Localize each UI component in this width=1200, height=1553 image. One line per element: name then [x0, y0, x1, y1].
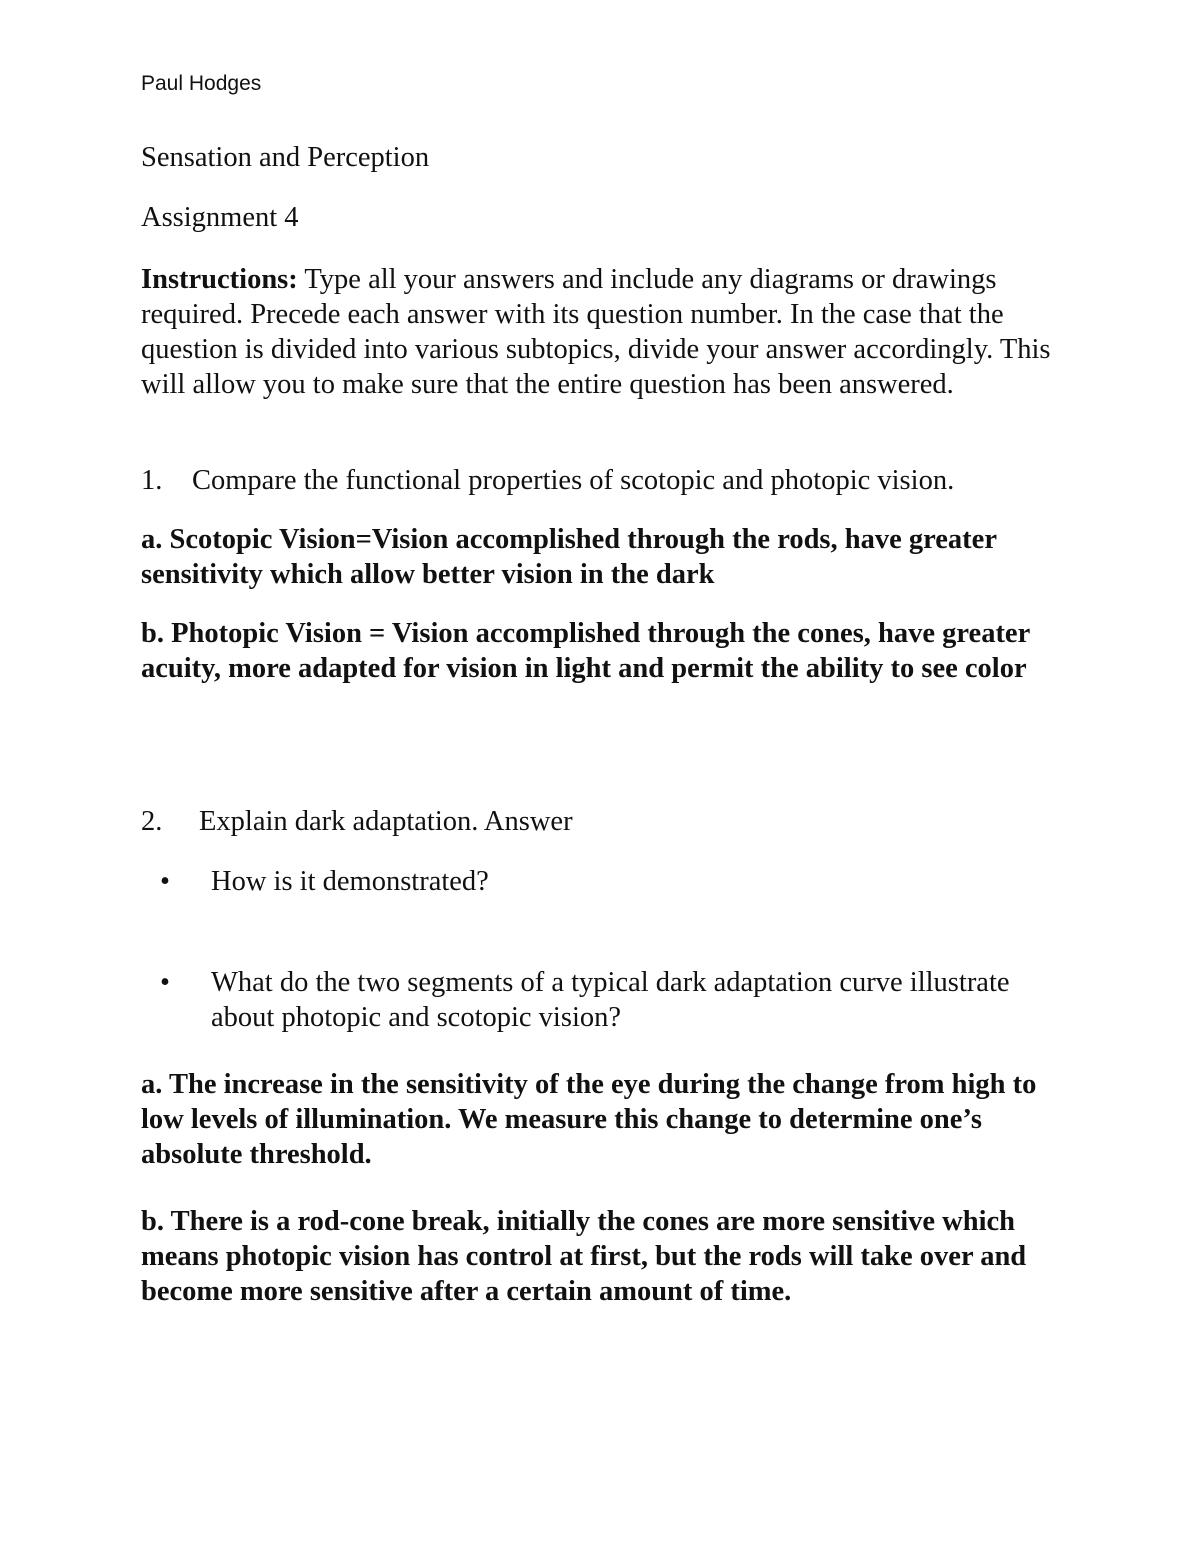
- author-name: Paul Hodges: [141, 72, 262, 95]
- question-1: [141, 463, 954, 498]
- question-2-bullet-2-text: What do the two segments of a typical dark adaptation curve illustrate about photopic and scotopic vision?: [211, 967, 1010, 1033]
- question-2-answer-a: a. The increase in the sensitivity of the eye during the change from high to low levels of illumination. We measure this change to determine one’s absolute threshold.: [141, 1069, 1037, 1170]
- question-1-text: Compare the functional properties of scotopic and photopic vision.: [192, 465, 955, 496]
- assignment-number: Assignment 4: [141, 202, 299, 233]
- question-2-number: 2.: [141, 806, 163, 837]
- bullet-icon: •: [160, 866, 170, 897]
- question-1-number: 1.: [141, 465, 163, 496]
- instructions-paragraph: [141, 262, 1066, 402]
- question-2-answer-b: b. There is a rod-cone break, initially the cones are more sensitive which means photopic vision has control at first, but the rods will take over and become more sensitive after a certain amount of time.: [141, 1206, 1027, 1307]
- document-title: Sensation and Perception: [141, 142, 430, 173]
- question-2-bullet-1-text: How is it demonstrated?: [211, 866, 489, 897]
- question-2: [141, 804, 573, 839]
- question-1-answer-a: a. Scotopic Vision=Vision accomplished through the rods, have greater sensitivity which allow better vision in the dark: [141, 524, 997, 590]
- bullet-icon: •: [160, 967, 170, 998]
- question-2-text: Explain dark adaptation. Answer: [199, 806, 573, 837]
- instructions-text: Type all your answers and include any diagrams or drawings required. Precede each answer with its question number. In the case that the question is divided into various subtopics, divide your answer accordingly. This will allow you to make sure that the entire question has been answered.: [141, 264, 1051, 400]
- instructions-label: Instructions:: [141, 264, 298, 295]
- question-1-answer-b: b. Photopic Vision = Vision accomplished through the cones, have greater acuity, more adapted for vision in light and permit the ability to see color: [141, 618, 1030, 684]
